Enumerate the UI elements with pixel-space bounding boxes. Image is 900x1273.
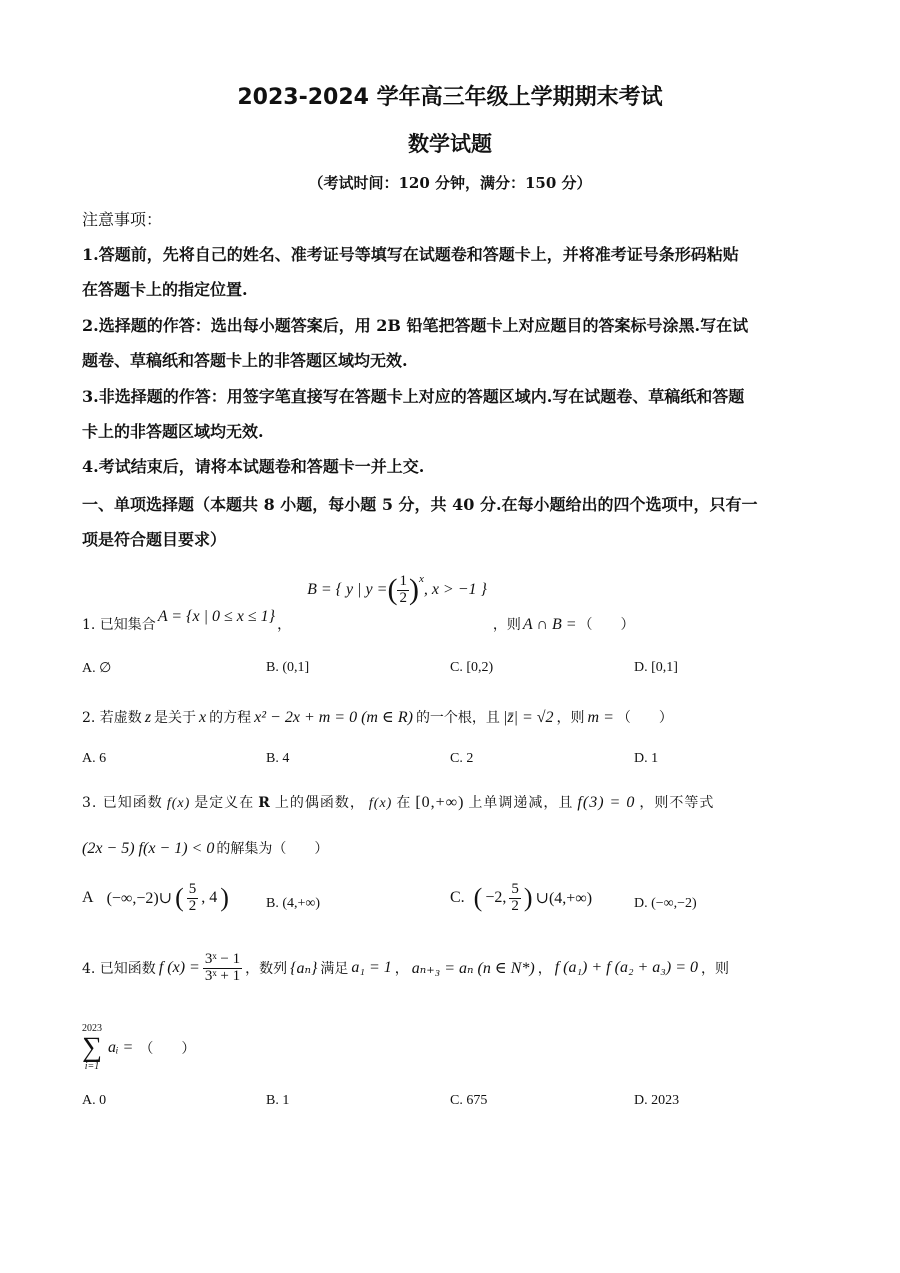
q4-text-3: ， xyxy=(394,961,409,978)
q4-text-4: ， xyxy=(537,961,552,978)
q4-frac-num: 3ˣ − 1 xyxy=(204,951,241,967)
q3-option-a-part-1: (−∞,−2)∪ xyxy=(106,890,173,908)
q2-option-c: C. 2 xyxy=(450,751,474,766)
q2-option-b: B. 4 xyxy=(266,751,290,766)
q4-frac xyxy=(203,952,242,985)
q4-sum-bottom: i=1 xyxy=(84,1061,100,1072)
q1-set-b-right: , x > −1 } xyxy=(423,581,487,598)
q2-equation: x² − 2x + m = 0 (m ∈ R) xyxy=(254,709,413,726)
q1-frac-num: 1 xyxy=(399,572,407,589)
note-2-line-2: 题卷、草稿纸和答题卡上的非答题区域均无效. xyxy=(82,351,408,370)
note-3-line-2: 卡上的非答题区域均无效. xyxy=(82,422,264,441)
question-1 xyxy=(82,564,635,634)
q3-option-d: D. (−∞,−2) xyxy=(634,896,697,911)
q4-seq: {aₙ} xyxy=(290,960,318,978)
q3-inequality: (2x − 5) f(x − 1) < 0 xyxy=(82,840,215,857)
q2-text-5: ，则 xyxy=(556,710,585,726)
q4-text-1: ，数列 xyxy=(245,961,288,978)
q4-sum xyxy=(82,1024,102,1072)
q3-option-a-part-2: , 4 xyxy=(201,889,218,907)
note-1-line-1: 1.答题前，先将自己的姓名、准考证号等填写在试题卷和答题卡上，并将准考证号条形码粘贴 xyxy=(82,245,739,264)
q2-m: m = xyxy=(587,709,614,726)
q1-option-b: B. (0,1] xyxy=(266,660,310,675)
exam-info: （考试时间：120 分钟，满分：150 分） xyxy=(308,174,592,192)
q3-f3: f(3) = 0 xyxy=(577,794,636,811)
note-4: 4.考试结束后，请将本试题卷和答题卡一并上交. xyxy=(82,457,425,476)
q2-option-a: A. 6 xyxy=(82,751,107,766)
question-4 xyxy=(82,952,729,985)
q3-text-f: ，则不等式 xyxy=(639,795,715,811)
q4-sum-line xyxy=(82,1024,195,1072)
q1-option-a: A. ∅ xyxy=(82,661,112,676)
q4-a1: a₁ = 1 xyxy=(351,959,392,977)
subject-title: 数学试题 xyxy=(408,132,492,156)
note-1-line-2: 在答题卡上的指定位置. xyxy=(82,280,248,299)
q1-option-c: C. [0,2) xyxy=(450,660,494,675)
q3-option-a-frac-den: 2 xyxy=(188,897,197,914)
q3-text-c: 上的偶函数， xyxy=(274,795,365,811)
q1-set-a: A = {x | 0 ≤ x ≤ 1} xyxy=(157,608,276,625)
q1-expr: A ∩ B = xyxy=(522,616,577,633)
q2-z: z xyxy=(144,709,152,726)
q3-option-c-label: C. xyxy=(450,889,465,907)
q1-prefix: 1. 已知集合 xyxy=(82,617,156,633)
q4-sum-symbol: ∑ xyxy=(82,1032,102,1063)
q3-option-a-frac xyxy=(187,882,199,915)
q4-option-c: C. 675 xyxy=(450,1093,488,1108)
q4-option-d: D. 2023 xyxy=(634,1093,680,1108)
q3-fx-2: f(x) xyxy=(368,796,393,811)
q3-text-a: 3. 已知函数 xyxy=(82,795,163,811)
q3-option-b: B. (4,+∞) xyxy=(266,896,321,911)
section-1-line-1: 一、单项选择题（本题共 8 小题，每小题 5 分，共 40 分.在每小题给出的四个选项中，只有一 xyxy=(82,495,758,514)
q3-option-a-label: A xyxy=(82,889,94,907)
exam-title: 2023-2024 学年高三年级上学期期末考试 xyxy=(237,85,663,110)
q3-option-c-part-1: −2, xyxy=(485,889,507,907)
q1-suffix: ，则 xyxy=(492,617,521,633)
q2-abs: |z̄| = √2 xyxy=(502,709,554,726)
q4-option-a: A. 0 xyxy=(82,1093,107,1108)
q3-option-c-frac xyxy=(509,882,521,915)
q3-option-c-frac-num: 5 xyxy=(511,881,519,897)
q3-text-e: 上单调递减，且 xyxy=(468,795,574,811)
q4-text-5: ，则 xyxy=(700,961,729,978)
q3-interval: [0,+∞) xyxy=(415,794,465,811)
notes-heading: 注意事项： xyxy=(82,210,163,229)
q2-text-3: 的方程 xyxy=(209,710,252,726)
q4-blank: （ ） xyxy=(139,1041,196,1057)
q4-prefix: 4. 已知函数 xyxy=(82,961,156,978)
q4-recurrence: aₙ₊₃ = aₙ (n ∈ N*) xyxy=(411,960,535,978)
question-2 xyxy=(82,707,673,727)
q3-r: R xyxy=(258,795,271,811)
q1-set-b-left: B = { y | y = xyxy=(307,581,388,598)
section-1-line-2: 项是符合题目要求） xyxy=(82,530,227,549)
q1-set-b: B = { y | y = ( $\frac{1}{2}$ ) $^x$ , x > −1 } xyxy=(307,572,487,606)
q4-frac-den: 3ˣ + 1 xyxy=(204,967,241,984)
q3-text-g: 的解集为（ ） xyxy=(216,841,329,857)
q3-fx: f(x) xyxy=(166,796,191,811)
q3-option-c-frac-den: 2 xyxy=(511,897,519,914)
note-3-line-1: 3.非选择题的作答：用签字笔直接写在答题卡上对应的答题区域内.写在试题卷、草稿纸和答题 xyxy=(82,387,745,406)
q1-blank: （ ） xyxy=(578,617,635,633)
q1-option-d: D. [0,1] xyxy=(634,660,678,675)
q1-frac xyxy=(397,574,409,607)
q4-f: f (x) = xyxy=(158,959,200,977)
q3-option-a: A (−∞,−2)∪ ( $\frac{5}{2}$ , 4 ) xyxy=(82,881,229,914)
question-3-line-1 xyxy=(82,792,714,812)
q1-exp: x xyxy=(418,573,424,585)
q2-x: x xyxy=(199,709,207,726)
q3-text-d: 在 xyxy=(396,795,412,811)
note-2-line-1: 2.选择题的作答：选出每小题答案后，用 2B 铅笔把答题卡上对应题目的答案标号涂黑.写在试 xyxy=(82,316,749,335)
q3-option-c: C. ( −2, $\frac{5}{2}$ ) ∪(4,+∞) xyxy=(450,881,593,914)
q1-sep: ， xyxy=(277,617,292,633)
q2-text-1: 2. 若虚数 xyxy=(82,710,142,726)
q4-option-b: B. 1 xyxy=(266,1093,290,1108)
q3-option-c-part-2: ∪(4,+∞) xyxy=(535,890,593,908)
q4-text-2: 满足 xyxy=(320,961,349,978)
q2-text-4: 的一个根，且 xyxy=(415,710,500,726)
q2-text-2: 是关于 xyxy=(154,710,197,726)
q2-blank: （ ） xyxy=(616,710,673,726)
q4-sum-term: aᵢ = xyxy=(108,1039,134,1056)
q1-frac-den: 2 xyxy=(399,589,407,606)
q3-text-b: 是定义在 xyxy=(194,795,255,811)
q4-sum-top: 2023 xyxy=(82,1023,102,1034)
question-3-line-2 xyxy=(82,838,328,858)
q4-condition: f (a₁) + f (a₂ + a₃) = 0 xyxy=(554,959,698,977)
q2-option-d: D. 1 xyxy=(634,751,659,766)
q3-option-a-frac-num: 5 xyxy=(188,881,197,897)
